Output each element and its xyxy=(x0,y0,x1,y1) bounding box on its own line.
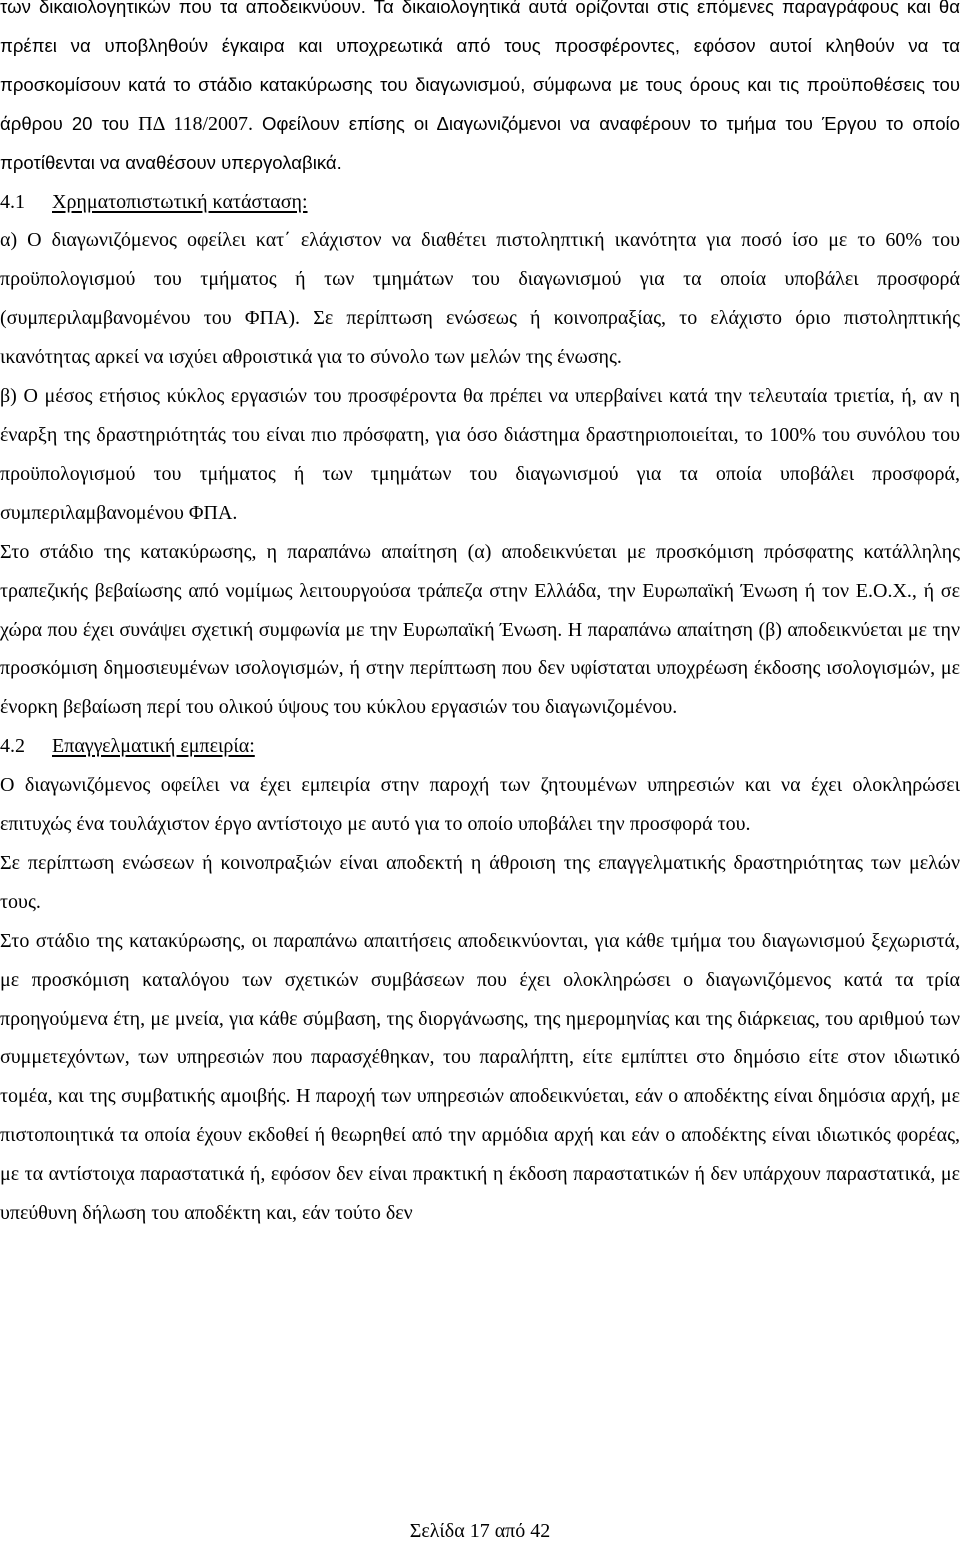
page-number-label: Σελίδα 17 από 42 xyxy=(409,1520,551,1542)
section-number: 4.2 xyxy=(0,735,25,758)
section-title: Χρηματοπιστωτική κατάσταση: xyxy=(52,190,308,213)
intro-paragraph xyxy=(0,0,960,183)
page-footer xyxy=(0,1519,960,1543)
intro-paragraph-sans-part: των δικαιολογητικών που τα αποδεικνύουν. Τα δικαιολογητικά αυτά ορίζονται στις επόμενες παραγράφους και θα πρέπει να υποβληθούν έγκαιρα και υποχρεωτικά από τους προσφέροντες, εφόσον αυτοί κληθούν να τα προσκομίσουν κατά το στάδιο κατακύρωσης του διαγωνισμού, σύμφωνα με τους όρους και τις προϋποθέσεις του άρθρου 20 του xyxy=(0,0,960,134)
paragraph-financial-b: β) Ο μέσος ετήσιος κύκλος εργασιών του προσφέροντα θα πρέπει να υπερβαίνει κατά την τελευταία τριετία, ή, αν η έναρξη της δραστηριότητάς του είναι πιο πρόσφατη, για όσο διάστημα δραστηριοποιείται, το 100% του συνόλου του προϋπολογισμού του τμήματος ή των τμημάτων του διαγωνισμού για τα οποία υποβάλει προσφορά, συμπεριλαμβανομένου ΦΠΑ. xyxy=(0,385,960,524)
section-title: Επαγγελματική εμπειρία: xyxy=(52,735,255,758)
section-heading-4-1 xyxy=(0,183,960,222)
paragraph-experience-requirement: Ο διαγωνιζόμενος οφείλει να έχει εμπειρία στην παροχή των ζητουμένων υπηρεσιών και να έχει ολοκληρώσει επιτυχώς ένα τουλάχιστον έργο αντίστοιχο με αυτό για το οποίο υποβάλει την προσφορά του. xyxy=(0,774,960,836)
section-number: 4.1 xyxy=(0,190,25,213)
intro-paragraph-sans-tail: Οφείλουν επίσης οι Διαγωνιζόμενοι να αναφέρουν το τμήμα του Έργου το οποίο προτίθενται να αναθέσουν υπεργολαβικά. xyxy=(0,112,960,173)
paragraph-financial-proof: Στο στάδιο της κατακύρωσης, η παραπάνω απαίτηση (α) αποδεικνύεται με προσκόμιση πρόσφατης κατάλληλης τραπεζικής βεβαίωσης από νομίμως λειτουργούσα τράπεζα στην Ελλάδα, την Ευρωπαϊκή Ένωση ή τον Ε.Ο.Χ., ή σε χώρα που έχει συνάψει σχετική συμφωνία με την Ευρωπαϊκή Ένωση. Η παραπάνω απαίτηση (β) αποδεικνύεται με την προσκόμιση δημοσιευμένων ισολογισμών, ή στην περίπτωση που δεν υφίσταται υποχρέωση έκδοσης ισολογισμών, με ένορκη βεβαίωση περί του ολικού ύψους του κύκλου εργασιών του διαγωνιζομένου. xyxy=(0,540,960,719)
paragraph-experience-consortium: Σε περίπτωση ενώσεων ή κοινοπραξιών είναι αποδεκτή η άθροιση της επαγγελματικής δραστηριότητας των μελών τους. xyxy=(0,851,960,913)
paragraph-experience-proof: Στο στάδιο της κατακύρωσης, οι παραπάνω απαιτήσεις αποδεικνύονται, για κάθε τμήμα του διαγωνισμού ξεχωριστά, με προσκόμιση καταλόγου των σχετικών συμβάσεων που έχει ολοκληρώσει ο διαγωνιζόμενος κατά τα τρία προηγούμενα έτη, με μνεία, για κάθε σύμβαση, της διοργάνωσης, της ημερομηνίας και της διάρκειας, του αριθμού των συμμετεχόντων, των υπηρεσιών που παρασχέθηκαν, του παραλήπτη, είτε εμπίπτει στο δημόσιο είτε στον ιδιωτικό τομέα, και της συμβατικής αμοιβής. Η παροχή των υπηρεσιών αποδεικνύεται, εάν ο αποδέκτης είναι δημόσια αρχή, με πιστοποιητικά τα οποία έχουν εκδοθεί ή θεωρηθεί από την αρμόδια αρχή και εάν ο αποδέκτης είναι ιδιωτικός φορέας, με τα αντίστοιχα παραστατικά ή, εφόσον δεν είναι πρακτική η έκδοση παραστατικών ή δεν υπάρχουν παραστατικά, με υπεύθυνη δήλωση του αποδέκτη και, εάν τούτο δεν xyxy=(0,929,960,1225)
paragraph-financial-a: α) Ο διαγωνιζόμενος οφείλει κατ΄ ελάχιστον να διαθέτει πιστοληπτική ικανότητα για ποσό ίσο με το 60% του προϋπολογισμού του τμήματος ή των τμημάτων του διαγωνισμού για τα οποία υποβάλει προσφορά (συμπεριλαμβανομένου του ΦΠΑ). Σε περίπτωση ενώσεως ή κοινοπραξίας, το ελάχιστο όριο πιστοληπτικής ικανότητας αρκεί να ισχύει αθροιστικά για το σύνολο των μελών της ένωσης. xyxy=(0,229,960,369)
section-heading-4-2 xyxy=(0,727,960,766)
intro-paragraph-serif-part: ΠΔ 118/2007. xyxy=(129,112,262,135)
